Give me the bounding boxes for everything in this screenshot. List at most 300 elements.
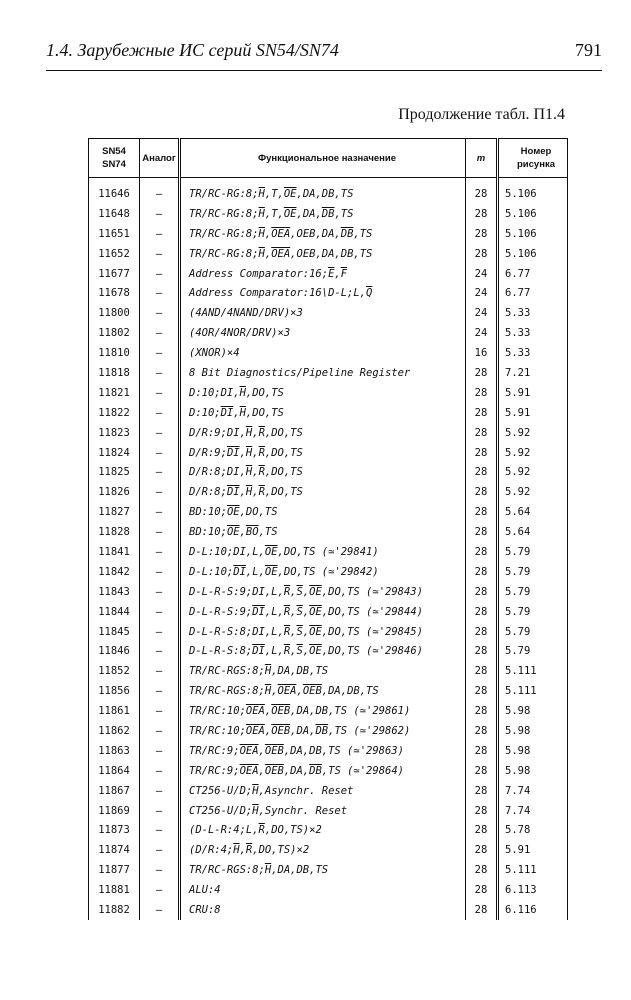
table-row bbox=[89, 482, 568, 502]
cell-figure: 5.98 bbox=[498, 701, 568, 721]
cell-figure: 5.106 bbox=[498, 224, 568, 244]
cell-sn: 11800 bbox=[89, 303, 140, 323]
overlined-signal: $\overline{H}$ bbox=[252, 804, 259, 817]
cell-function: $BD:10;\overline{OE},DO,TS$ bbox=[180, 502, 466, 522]
cell-analog: – bbox=[140, 661, 180, 681]
cell-m: 28 bbox=[466, 721, 498, 741]
cell-m: 28 bbox=[466, 542, 498, 562]
cell-sn: 11824 bbox=[89, 443, 140, 463]
overlined-signal: $\overline{R}$ bbox=[258, 486, 265, 499]
cell-m: 28 bbox=[466, 701, 498, 721]
table-row bbox=[89, 562, 568, 582]
cell-sn: 11826 bbox=[89, 482, 140, 502]
overlined-signal: $\overline{OEB}$ bbox=[264, 744, 284, 757]
cell-analog: – bbox=[140, 880, 180, 900]
overlined-signal: $\overline{OE}$ bbox=[226, 526, 240, 539]
section-title: 1.4. Зарубежные ИС серий SN54/SN74 bbox=[46, 40, 339, 60]
cell-m: 28 bbox=[466, 860, 498, 880]
cell-figure: 7.74 bbox=[498, 801, 568, 821]
page-number: 791 bbox=[575, 40, 602, 60]
overlined-signal: $\overline{OEA}$ bbox=[271, 247, 291, 260]
cell-function: Address $Comparator:16\backslash D-L;L,\overline{Q}$ bbox=[180, 283, 466, 303]
overlined-signal: $\overline{R}$ bbox=[283, 585, 291, 598]
cell-analog: – bbox=[140, 244, 180, 264]
cell-m: 28 bbox=[466, 900, 498, 920]
overlined-signal: $\overline{OE}$ bbox=[309, 585, 322, 598]
table-row bbox=[89, 502, 568, 522]
table-row bbox=[89, 840, 568, 860]
cell-analog: – bbox=[140, 178, 180, 204]
table-row bbox=[89, 860, 568, 880]
overlined-signal: $\overline{H}$ bbox=[233, 844, 240, 857]
overlined-signal: $\overline{H}$ bbox=[264, 685, 272, 698]
overlined-signal: $\overline{H}$ bbox=[245, 446, 253, 459]
overlined-signal: $\overline{OEA}$ bbox=[245, 705, 265, 718]
table-row bbox=[89, 741, 568, 761]
cell-function: $D-L-R-S:8;\overline{DI},L,\overline{R},\overline{S},\overline{OE},DO,TS$ (≃'29846) bbox=[180, 641, 466, 661]
cell-m: 28 bbox=[466, 204, 498, 224]
cell-analog: – bbox=[140, 761, 180, 781]
cell-sn: 11856 bbox=[89, 681, 140, 701]
table-row bbox=[89, 283, 568, 303]
cell-figure: 7.74 bbox=[498, 781, 568, 801]
cell-figure: 5.33 bbox=[498, 323, 568, 343]
cell-figure: 5.79 bbox=[498, 562, 568, 582]
cell-sn: 11867 bbox=[89, 781, 140, 801]
cell-sn: 11862 bbox=[89, 721, 140, 741]
cell-m: 28 bbox=[466, 761, 498, 781]
cell-m: 24 bbox=[466, 283, 498, 303]
cell-function: Address $Comparator:16;\overline{E},\overline{F}$ bbox=[180, 264, 466, 284]
cell-m: 28 bbox=[466, 781, 498, 801]
overlined-signal: $\overline{DB}$ bbox=[321, 207, 335, 220]
cell-function: $TR/RC:10;\overline{OEA},\overline{OEB},DA,\overline{DB},TS$ (≃'29862) bbox=[180, 721, 466, 741]
cell-analog: – bbox=[140, 900, 180, 920]
overlined-signal: $\overline{H}$ bbox=[239, 406, 246, 419]
cell-m: 28 bbox=[466, 661, 498, 681]
ic-table bbox=[88, 138, 568, 920]
cell-m: 28 bbox=[466, 821, 498, 841]
cell-analog: – bbox=[140, 522, 180, 542]
overlined-signal: $\overline{H}$ bbox=[258, 207, 265, 220]
cell-analog: – bbox=[140, 502, 180, 522]
cell-figure: 5.98 bbox=[498, 721, 568, 741]
cell-m: 28 bbox=[466, 383, 498, 403]
cell-analog: – bbox=[140, 721, 180, 741]
cell-m: 24 bbox=[466, 264, 498, 284]
overlined-signal: $\overline{R}$ bbox=[283, 625, 291, 638]
cell-figure: 6.116 bbox=[498, 900, 568, 920]
cell-function: $TR/RC:10;\overline{OEA},\overline{OEB},DA,DB,TS$ (≃'29861) bbox=[180, 701, 466, 721]
cell-function: $D/R:9;DI,\overline{H},\overline{R},DO,TS$ bbox=[180, 423, 466, 443]
overlined-signal: $\overline{H}$ bbox=[258, 187, 265, 200]
cell-function: $TR/RC-RG:8;\overline{H},T,\overline{OE},DA,DB,TS$ bbox=[180, 178, 466, 204]
cell-analog: – bbox=[140, 383, 180, 403]
overlined-signal: $\overline{OE}$ bbox=[283, 207, 297, 220]
overlined-signal: $\overline{H}$ bbox=[245, 426, 253, 439]
cell-function: $D-L:10;\overline{DI},L,\overline{OE},DO,TS$ (≃'29842) bbox=[180, 562, 466, 582]
cell-m: 28 bbox=[466, 741, 498, 761]
cell-figure: 5.92 bbox=[498, 423, 568, 443]
cell-analog: – bbox=[140, 840, 180, 860]
cell-figure: 5.79 bbox=[498, 582, 568, 602]
cell-m: 28 bbox=[466, 801, 498, 821]
cell-function: $TR/RC-RGS:8;\overline{H},DA,DB,TS$ bbox=[180, 860, 466, 880]
table-row bbox=[89, 622, 568, 642]
overlined-signal: $\overline{BO}$ bbox=[245, 526, 259, 539]
cell-figure: 6.77 bbox=[498, 264, 568, 284]
overlined-signal: $\overline{R}$ bbox=[245, 844, 253, 857]
cell-figure: 5.92 bbox=[498, 462, 568, 482]
overlined-signal: $\overline{OEA}$ bbox=[239, 744, 259, 757]
cell-m: 28 bbox=[466, 443, 498, 463]
cell-figure: 5.98 bbox=[498, 761, 568, 781]
table-row bbox=[89, 423, 568, 443]
table-row bbox=[89, 602, 568, 622]
table-row bbox=[89, 661, 568, 681]
cell-sn: 11864 bbox=[89, 761, 140, 781]
overlined-signal: $\overline{OEA}$ bbox=[245, 724, 265, 737]
cell-function: $BD:10;\overline{OE},\overline{BO},TS$ bbox=[180, 522, 466, 542]
cell-sn: 11852 bbox=[89, 661, 140, 681]
cell-sn: 11874 bbox=[89, 840, 140, 860]
cell-sn: 11677 bbox=[89, 264, 140, 284]
cell-m: 28 bbox=[466, 403, 498, 423]
overlined-signal: $\overline{E}$ bbox=[328, 267, 335, 280]
cell-sn: 11825 bbox=[89, 462, 140, 482]
cell-analog: – bbox=[140, 622, 180, 642]
cell-analog: – bbox=[140, 204, 180, 224]
overlined-signal: $\overline{H}$ bbox=[258, 247, 265, 260]
table-row bbox=[89, 383, 568, 403]
table-row bbox=[89, 701, 568, 721]
table-row bbox=[89, 403, 568, 423]
overlined-signal: $\overline{DI}$ bbox=[252, 605, 265, 618]
cell-function: $TR/RC:9;\overline{OEA},\overline{OEB},DA,DB,TS$ (≃'29863) bbox=[180, 741, 466, 761]
cell-analog: – bbox=[140, 681, 180, 701]
cell-analog: – bbox=[140, 781, 180, 801]
cell-analog: – bbox=[140, 542, 180, 562]
cell-function: $(D/R:4;\overline{H},\overline{R},DO,TS)\times 2$ bbox=[180, 840, 466, 860]
cell-analog: – bbox=[140, 283, 180, 303]
overlined-signal: $\overline{H}$ bbox=[239, 386, 246, 399]
cell-sn: 11652 bbox=[89, 244, 140, 264]
cell-sn: 11823 bbox=[89, 423, 140, 443]
overlined-signal: $\overline{S}$ bbox=[296, 585, 303, 598]
cell-sn: 11882 bbox=[89, 900, 140, 920]
cell-function: $D-L-R-S:9;\overline{DI},L,\overline{R},\overline{S},\overline{OE},DO,TS$ (≃'29844) bbox=[180, 602, 466, 622]
cell-sn: 11651 bbox=[89, 224, 140, 244]
overlined-signal: $\overline{OE}$ bbox=[309, 645, 322, 658]
cell-sn: 11844 bbox=[89, 602, 140, 622]
cell-figure: 5.91 bbox=[498, 403, 568, 423]
cell-function: $CT256-U/D;\overline{H},Asynchr$. Reset bbox=[180, 781, 466, 801]
table-row bbox=[89, 641, 568, 661]
table-row bbox=[89, 363, 568, 383]
cell-analog: – bbox=[140, 821, 180, 841]
table-row bbox=[89, 821, 568, 841]
table-row bbox=[89, 264, 568, 284]
table-row bbox=[89, 443, 568, 463]
cell-analog: – bbox=[140, 303, 180, 323]
cell-m: 28 bbox=[466, 482, 498, 502]
cell-function: $D-L-R-S:8;DI,L,\overline{R},\overline{S},\overline{OE},DO,TS$ (≃'29845) bbox=[180, 622, 466, 642]
cell-function: (4AND/4NAND/DRV)×3 bbox=[180, 303, 466, 323]
cell-analog: – bbox=[140, 860, 180, 880]
cell-m: 28 bbox=[466, 224, 498, 244]
table-body bbox=[89, 178, 568, 920]
cell-function: ALU:4 bbox=[180, 880, 466, 900]
cell-sn: 11818 bbox=[89, 363, 140, 383]
table-row bbox=[89, 522, 568, 542]
cell-analog: – bbox=[140, 741, 180, 761]
cell-sn: 11841 bbox=[89, 542, 140, 562]
overlined-signal: $\overline{OEB}$ bbox=[302, 685, 322, 698]
col-header-sn: SN54 SN74 bbox=[89, 139, 140, 178]
table-row bbox=[89, 801, 568, 821]
overlined-signal: $\overline{OEB}$ bbox=[271, 724, 291, 737]
overlined-signal: $\overline{DI}$ bbox=[226, 446, 240, 459]
table-row bbox=[89, 880, 568, 900]
overlined-signal: $\overline{H}$ bbox=[264, 665, 272, 678]
cell-m: 28 bbox=[466, 880, 498, 900]
overlined-signal: $\overline{DB}$ bbox=[315, 724, 329, 737]
cell-analog: – bbox=[140, 602, 180, 622]
table-row bbox=[89, 244, 568, 264]
table-row bbox=[89, 681, 568, 701]
cell-figure: 5.64 bbox=[498, 502, 568, 522]
overlined-signal: $\overline{DB}$ bbox=[309, 764, 322, 777]
overlined-signal: $\overline{DI}$ bbox=[233, 565, 246, 578]
table-row bbox=[89, 582, 568, 602]
overlined-signal: $\overline{OEA}$ bbox=[277, 685, 297, 698]
cell-analog: – bbox=[140, 701, 180, 721]
cell-function: $D/R:9;\overline{DI},\overline{H},\overline{R},DO,TS$ bbox=[180, 443, 466, 463]
cell-m: 28 bbox=[466, 244, 498, 264]
overlined-signal: $\overline{H}$ bbox=[245, 466, 253, 479]
cell-analog: – bbox=[140, 343, 180, 363]
cell-figure: 5.92 bbox=[498, 482, 568, 502]
cell-m: 28 bbox=[466, 178, 498, 204]
table-header-row bbox=[89, 139, 568, 178]
table-row bbox=[89, 178, 568, 204]
cell-analog: – bbox=[140, 582, 180, 602]
cell-figure: 5.111 bbox=[498, 681, 568, 701]
cell-sn: 11846 bbox=[89, 641, 140, 661]
cell-figure: 5.79 bbox=[498, 622, 568, 642]
cell-figure: 5.92 bbox=[498, 443, 568, 463]
cell-sn: 11877 bbox=[89, 860, 140, 880]
cell-sn: 11646 bbox=[89, 178, 140, 204]
overlined-signal: $\overline{OE}$ bbox=[309, 605, 322, 618]
cell-analog: – bbox=[140, 403, 180, 423]
cell-figure: 5.106 bbox=[498, 204, 568, 224]
cell-figure: 7.21 bbox=[498, 363, 568, 383]
cell-figure: 5.64 bbox=[498, 522, 568, 542]
overlined-signal: $\overline{OE}$ bbox=[283, 187, 297, 200]
cell-m: 28 bbox=[466, 502, 498, 522]
cell-m: 28 bbox=[466, 462, 498, 482]
cell-sn: 11843 bbox=[89, 582, 140, 602]
cell-function: $D-L-R-S:9;DI,L,\overline{R},\overline{S},\overline{OE},DO,TS$ (≃'29843) bbox=[180, 582, 466, 602]
cell-m: 16 bbox=[466, 343, 498, 363]
table-row bbox=[89, 781, 568, 801]
cell-analog: – bbox=[140, 482, 180, 502]
cell-figure: 5.79 bbox=[498, 542, 568, 562]
cell-function: $TR/RC-RG:8;\overline{H},T,\overline{OE},DA,\overline{DB},TS$ bbox=[180, 204, 466, 224]
overlined-signal: $\overline{DI}$ bbox=[226, 486, 240, 499]
cell-analog: – bbox=[140, 801, 180, 821]
running-header bbox=[46, 40, 602, 66]
cell-figure: 5.111 bbox=[498, 661, 568, 681]
cell-figure: 5.78 bbox=[498, 821, 568, 841]
cell-m: 28 bbox=[466, 681, 498, 701]
cell-analog: – bbox=[140, 462, 180, 482]
cell-function: $TR/RC-RG:8;\overline{H},\overline{OEA},OEB,DA,DB,TS$ bbox=[180, 244, 466, 264]
cell-sn: 11828 bbox=[89, 522, 140, 542]
overlined-signal: $\overline{DI}$ bbox=[220, 406, 234, 419]
cell-sn: 11881 bbox=[89, 880, 140, 900]
overlined-signal: $\overline{OEA}$ bbox=[239, 764, 259, 777]
table-row bbox=[89, 761, 568, 781]
cell-m: 28 bbox=[466, 641, 498, 661]
cell-analog: – bbox=[140, 363, 180, 383]
cell-figure: 5.106 bbox=[498, 178, 568, 204]
cell-figure: 5.91 bbox=[498, 840, 568, 860]
cell-figure: 5.79 bbox=[498, 602, 568, 622]
overlined-signal: $\overline{OE}$ bbox=[264, 565, 278, 578]
cell-m: 28 bbox=[466, 602, 498, 622]
overlined-signal: $\overline{OEB}$ bbox=[271, 705, 291, 718]
cell-m: 28 bbox=[466, 363, 498, 383]
cell-figure: 5.91 bbox=[498, 383, 568, 403]
cell-m: 28 bbox=[466, 562, 498, 582]
col-header-figure: Номер рисунка bbox=[498, 139, 568, 178]
table-row bbox=[89, 542, 568, 562]
table-row bbox=[89, 721, 568, 741]
overlined-signal: $\overline{H}$ bbox=[258, 227, 265, 240]
cell-function: $TR/RC-RG:8;\overline{H},\overline{OEA},OEB,DA,\overline{DB},TS$ bbox=[180, 224, 466, 244]
cell-function: CRU:8 bbox=[180, 900, 466, 920]
cell-sn: 11648 bbox=[89, 204, 140, 224]
table-row bbox=[89, 462, 568, 482]
table-continuation-caption: Продолжение табл. П1.4 bbox=[398, 106, 565, 123]
cell-figure: 5.33 bbox=[498, 303, 568, 323]
col-header-function: Функциональное назначение bbox=[180, 139, 466, 178]
cell-figure: 6.77 bbox=[498, 283, 568, 303]
overlined-signal: $\overline{R}$ bbox=[258, 446, 265, 459]
cell-sn: 11678 bbox=[89, 283, 140, 303]
overlined-signal: $\overline{S}$ bbox=[296, 625, 303, 638]
cell-analog: – bbox=[140, 224, 180, 244]
cell-function: $D/R:8;DI,\overline{H},\overline{R},DO,TS$ bbox=[180, 462, 466, 482]
table-row bbox=[89, 900, 568, 920]
cell-sn: 11873 bbox=[89, 821, 140, 841]
header-rule bbox=[46, 70, 602, 71]
cell-analog: – bbox=[140, 562, 180, 582]
table-row bbox=[89, 343, 568, 363]
overlined-signal: $\overline{H}$ bbox=[252, 784, 259, 797]
cell-sn: 11827 bbox=[89, 502, 140, 522]
cell-m: 28 bbox=[466, 423, 498, 443]
cell-analog: – bbox=[140, 264, 180, 284]
table-row bbox=[89, 224, 568, 244]
cell-analog: – bbox=[140, 323, 180, 343]
overlined-signal: $\overline{Q}$ bbox=[366, 287, 373, 300]
overlined-signal: $\overline{DB}$ bbox=[340, 227, 354, 240]
cell-figure: 5.111 bbox=[498, 860, 568, 880]
cell-analog: – bbox=[140, 443, 180, 463]
overlined-signal: $\overline{R}$ bbox=[258, 466, 265, 479]
cell-figure: 5.106 bbox=[498, 244, 568, 264]
cell-figure: 5.33 bbox=[498, 343, 568, 363]
cell-function: (4OR/4NOR/DRV)×3 bbox=[180, 323, 466, 343]
cell-function: $TR/RC:9;\overline{OEA},\overline{OEB},DA,\overline{DB},TS$ (≃'29864) bbox=[180, 761, 466, 781]
overlined-signal: $\overline{H}$ bbox=[245, 486, 253, 499]
cell-sn: 11810 bbox=[89, 343, 140, 363]
cell-m: 24 bbox=[466, 303, 498, 323]
cell-sn: 11861 bbox=[89, 701, 140, 721]
overlined-signal: $\overline{S}$ bbox=[296, 605, 303, 618]
cell-sn: 11869 bbox=[89, 801, 140, 821]
overlined-signal: $\overline{DI}$ bbox=[252, 645, 265, 658]
cell-function: $D-L:10;DI,L,\overline{OE},DO,TS$ (≃'29841) bbox=[180, 542, 466, 562]
cell-function: $D:10;DI,\overline{H},DO,TS$ bbox=[180, 383, 466, 403]
cell-function: $(D-L-R:4;L,\overline{R},DO,TS)\times 2$ bbox=[180, 821, 466, 841]
cell-sn: 11842 bbox=[89, 562, 140, 582]
cell-function: $TR/RC-RGS:8;\overline{H},DA,DB,TS$ bbox=[180, 661, 466, 681]
cell-function: $D:10;\overline{DI},\overline{H},DO,TS$ bbox=[180, 403, 466, 423]
overlined-signal: $\overline{R}$ bbox=[258, 426, 265, 439]
table-row bbox=[89, 323, 568, 343]
cell-m: 28 bbox=[466, 840, 498, 860]
cell-sn: 11822 bbox=[89, 403, 140, 423]
overlined-signal: $\overline{OE}$ bbox=[226, 506, 240, 519]
cell-function: 8 Bit Diagnostics/Pipeline Register bbox=[180, 363, 466, 383]
cell-figure: 5.79 bbox=[498, 641, 568, 661]
cell-sn: 11863 bbox=[89, 741, 140, 761]
overlined-signal: $\overline{H}$ bbox=[264, 864, 272, 877]
overlined-signal: $\overline{OEA}$ bbox=[271, 227, 291, 240]
overlined-signal: $\overline{R}$ bbox=[283, 605, 291, 618]
cell-function: (XNOR)×4 bbox=[180, 343, 466, 363]
cell-analog: – bbox=[140, 641, 180, 661]
cell-m: 28 bbox=[466, 582, 498, 602]
overlined-signal: $\overline{R}$ bbox=[258, 824, 265, 837]
overlined-signal: $\overline{F}$ bbox=[340, 267, 348, 280]
cell-m: 24 bbox=[466, 323, 498, 343]
overlined-signal: $\overline{OEB}$ bbox=[264, 764, 284, 777]
col-header-analog: Аналог bbox=[140, 139, 180, 178]
cell-figure: 5.98 bbox=[498, 741, 568, 761]
overlined-signal: $\overline{R}$ bbox=[283, 645, 291, 658]
cell-m: 28 bbox=[466, 622, 498, 642]
overlined-signal: $\overline{OE}$ bbox=[264, 545, 278, 558]
cell-function: $TR/RC-RGS:8;\overline{H},\overline{OEA},\overline{OEB},DA,DB,TS$ bbox=[180, 681, 466, 701]
cell-function: $CT256-U/D;\overline{H},Synchr$. Reset bbox=[180, 801, 466, 821]
cell-analog: – bbox=[140, 423, 180, 443]
table-row bbox=[89, 204, 568, 224]
overlined-signal: $\overline{S}$ bbox=[296, 645, 303, 658]
cell-sn: 11845 bbox=[89, 622, 140, 642]
table-row bbox=[89, 303, 568, 323]
cell-sn: 11802 bbox=[89, 323, 140, 343]
cell-function: $D/R:8;\overline{DI},\overline{H},\overline{R},DO,TS$ bbox=[180, 482, 466, 502]
cell-m: 28 bbox=[466, 522, 498, 542]
cell-sn: 11821 bbox=[89, 383, 140, 403]
cell-figure: 6.113 bbox=[498, 880, 568, 900]
col-header-m: m bbox=[466, 139, 498, 178]
